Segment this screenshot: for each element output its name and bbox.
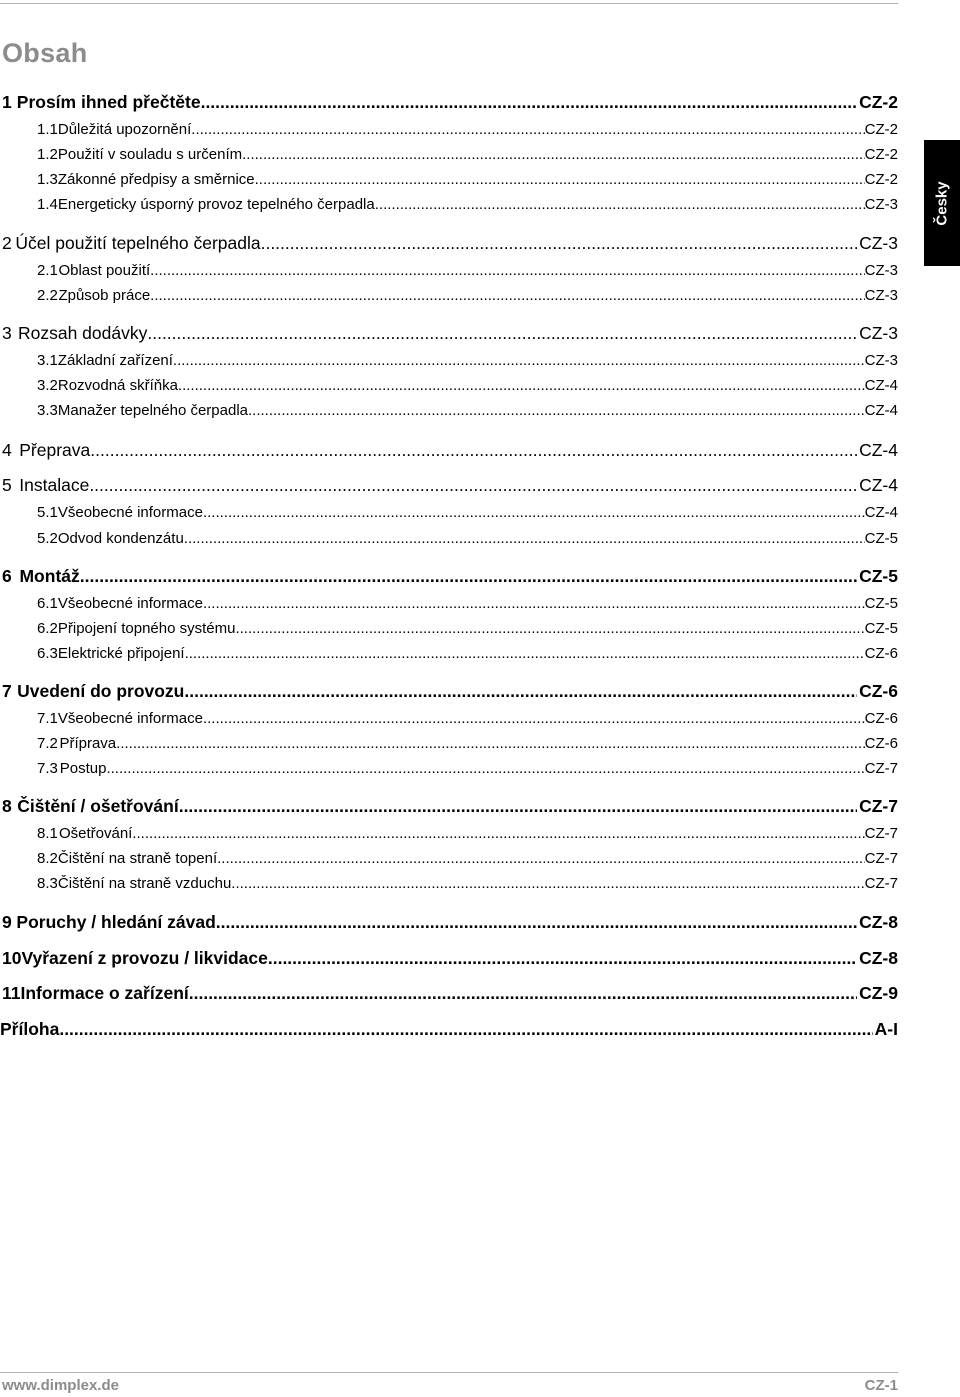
bottom-rule [0,1372,898,1373]
toc-section-entry[interactable] [0,287,898,304]
toc-dot-leader [201,92,858,113]
toc-dot-leader [184,681,857,702]
toc-entry-number: 10 [2,948,22,968]
toc-entry-page: CZ-6 [864,645,898,662]
toc-entry-number: 6.2 [37,620,58,637]
toc-dot-leader [185,645,865,662]
toc-entry-label: Informace o zařízení [20,983,189,1003]
toc-entry-number: 5.1 [37,504,58,521]
toc-section-entry[interactable] [0,402,898,419]
toc-entry-number: 9 [2,912,12,932]
toc-entry-number: 7.2 [37,735,58,752]
toc-section-entry[interactable] [0,595,898,612]
toc-chapter-entry[interactable] [0,796,898,817]
toc-entry-label: Manažer tepelného čerpadla [57,402,248,419]
toc-entry-label: Energeticky úsporný provoz tepelného čerpadla [57,196,375,213]
toc-entry-number: 6 [2,566,12,586]
toc-section-entry[interactable] [0,377,898,394]
toc-section-entry[interactable] [0,825,898,842]
toc-entry-number: 2 [2,233,12,253]
toc-chapter-entry[interactable] [0,948,898,969]
toc-entry-label: Rozsah dodávky [17,323,148,343]
toc-entry-page: CZ-3 [864,352,898,369]
toc-entry-label: Poruchy / hledání závad [16,912,216,932]
toc-entry-label: Instalace [19,475,90,495]
toc-entry-page: CZ-6 [859,681,898,701]
toc-dot-leader [150,262,865,279]
toc-entry-label: Všeobecné informace [57,595,203,612]
toc-entry-page: CZ-2 [864,171,898,188]
toc-chapter-entry[interactable] [0,92,898,113]
toc-entry-label: Připojení topného systému [57,620,236,637]
toc-entry-label: Montáž [19,566,80,586]
toc-entry-number: 8.2 [37,850,58,867]
toc-entry-label: Přeprava [19,440,91,460]
toc-dot-leader [191,121,864,138]
toc-entry-page: CZ-7 [864,875,898,892]
toc-entry-number: 1.3 [37,171,58,188]
toc-chapter-entry[interactable] [0,475,898,496]
page-title: Obsah [2,38,88,68]
toc-dot-leader [80,566,857,587]
toc-entry-page: CZ-8 [859,948,898,968]
toc-dot-leader [147,323,857,344]
toc-entry-number: 1.4 [37,196,58,213]
toc-section-entry[interactable] [0,620,898,637]
toc-entry-page: CZ-6 [864,710,898,727]
toc-entry-label: Vyřazení z provozu / likvidace [21,948,268,968]
toc-entry-number: 8.1 [37,825,58,842]
toc-dot-leader [150,287,864,304]
toc-entry-page: CZ-7 [859,796,898,816]
toc-entry-label: Uvedení do provozu [17,681,185,701]
toc-entry-number: 7.3 [37,760,58,777]
toc-entry-page: CZ-2 [864,121,898,138]
toc-dot-leader [106,760,864,777]
toc-dot-leader [132,825,864,842]
toc-entry-page: CZ-4 [864,504,898,521]
footer-page-number: CZ-1 [864,1377,898,1394]
toc-entry-number: 7 [2,681,12,701]
toc-entry-page: CZ-5 [864,620,898,637]
toc-dot-leader [173,352,865,369]
toc-chapter-entry[interactable] [0,681,898,702]
toc-entry-number: 1 [2,92,12,112]
toc-section-entry[interactable] [0,121,898,138]
toc-dot-leader [235,620,864,637]
toc-dot-leader [203,504,865,521]
toc-entry-number: 3.1 [37,352,58,369]
toc-entry-number: 1.2 [37,146,58,163]
toc-entry-label: Všeobecné informace [57,710,203,727]
toc-entry-label: Zákonné předpisy a směrnice [57,171,255,188]
toc-entry-label: Odvod kondenzátu [57,530,184,547]
toc-entry-page: CZ-4 [859,440,898,460]
toc-entry-page: CZ-6 [864,735,898,752]
toc-section-entry[interactable] [0,760,898,777]
toc-dot-leader [231,875,864,892]
toc-entry-label: Ošetřování [58,825,133,842]
toc-entry-label: Rozvodná skříňka [57,377,178,394]
toc-dot-leader [89,475,857,496]
toc-entry-page: A-I [874,1019,898,1039]
toc-entry-page: CZ-4 [864,402,898,419]
toc-entry-page: CZ-3 [864,262,898,279]
toc-entry-page: CZ-3 [864,196,898,213]
toc-dot-leader [268,948,857,969]
toc-entry-page: CZ-7 [864,850,898,867]
toc-entry-page: CZ-9 [859,983,898,1003]
toc-entry-label: Oblast použití [58,262,151,279]
toc-dot-leader [189,983,857,1004]
toc-chapter-entry[interactable] [0,233,898,254]
toc-section-entry[interactable] [0,735,898,752]
toc-section-entry[interactable] [0,262,898,279]
language-tab [924,140,960,266]
toc-entry-number: 4 [2,440,12,460]
toc-section-entry[interactable] [0,146,898,163]
toc-entry-label: Základní zařízení [57,352,173,369]
toc-dot-leader [375,196,865,213]
toc-dot-leader [203,595,865,612]
toc-section-entry[interactable] [0,504,898,521]
toc-entry-page: CZ-8 [859,912,898,932]
toc-entry-label: Čištění / ošetřování [17,796,179,816]
toc-entry-page: CZ-2 [859,92,898,112]
toc-dot-leader [216,912,857,933]
toc-entry-number: 6.1 [37,595,58,612]
top-rule [0,3,898,4]
toc-dot-leader [255,171,865,188]
toc-entry-label: Důležitá upozornění [57,121,192,138]
toc-entry-number: 3.2 [37,377,58,394]
toc-dot-leader [203,710,865,727]
toc-dot-leader [59,1019,872,1040]
toc-dot-leader [178,377,865,394]
toc-entry-page: CZ-3 [864,287,898,304]
toc-entry-number: 11 [2,983,21,1003]
toc-entry-page: CZ-7 [864,760,898,777]
toc-entry-label: Použití v souladu s určením [57,146,243,163]
footer-website: www.dimplex.de [2,1377,119,1394]
toc-entry-number: 2.2 [37,287,58,304]
toc-entry-page: CZ-5 [859,566,898,586]
toc-entry-label: Příloha [0,1019,60,1039]
toc-entry-page: CZ-2 [864,146,898,163]
toc-entry-number: 8.3 [37,875,58,892]
toc-entry-label: Všeobecné informace [57,504,203,521]
toc-dot-leader [261,233,858,254]
toc-entry-number: 5.2 [37,530,58,547]
language-tab-label: Česky [933,180,951,226]
toc-entry-page: CZ-3 [859,323,898,343]
toc-section-entry[interactable] [0,196,898,213]
toc-dot-leader [248,402,865,419]
toc-dot-leader [217,850,865,867]
toc-dot-leader [116,735,865,752]
toc-entry-number: 1.1 [37,121,58,138]
toc-section-entry[interactable] [0,171,898,188]
toc-section-entry[interactable] [0,875,898,892]
toc-entry-label: Příprava [59,735,117,752]
toc-entry-label: Způsob práce [58,287,151,304]
toc-dot-leader [184,530,865,547]
toc-entry-number: 3 [2,323,12,343]
toc-entry-label: Čištění na straně topení [57,850,218,867]
toc-chapter-entry[interactable] [0,566,898,587]
toc-entry-label: Elektrické připojení [57,645,185,662]
toc-section-entry[interactable] [0,530,898,547]
toc-entry-number: 2.1 [37,262,58,279]
toc-entry-page: CZ-5 [864,530,898,547]
toc-entry-label: Postup [59,760,107,777]
toc-dot-leader [179,796,857,817]
toc-entry-label: Prosím ihned přečtěte [16,92,201,112]
toc-chapter-entry[interactable] [0,912,898,933]
toc-section-entry[interactable] [0,352,898,369]
toc-entry-number: 6.3 [37,645,58,662]
toc-entry-page: CZ-3 [859,233,898,253]
toc-entry-page: CZ-4 [864,377,898,394]
toc-dot-leader [242,146,865,163]
toc-chapter-entry[interactable] [0,983,898,1004]
toc-dot-leader [90,440,857,461]
toc-entry-label: Účel použití tepelného čerpadla [15,233,261,253]
toc-section-entry[interactable] [0,850,898,867]
toc-entry-page: CZ-7 [864,825,898,842]
toc-entry-page: CZ-5 [864,595,898,612]
toc-chapter-entry[interactable] [0,1019,898,1040]
toc-chapter-entry[interactable] [0,440,898,461]
toc-section-entry[interactable] [0,710,898,727]
toc-chapter-entry[interactable] [0,323,898,344]
toc-section-entry[interactable] [0,645,898,662]
toc-entry-number: 5 [2,475,12,495]
toc-entry-number: 7.1 [37,710,58,727]
toc-entry-page: CZ-4 [859,475,898,495]
toc-entry-number: 8 [2,796,12,816]
toc-entry-number: 3.3 [37,402,58,419]
toc-entry-label: Čištění na straně vzduchu [57,875,232,892]
